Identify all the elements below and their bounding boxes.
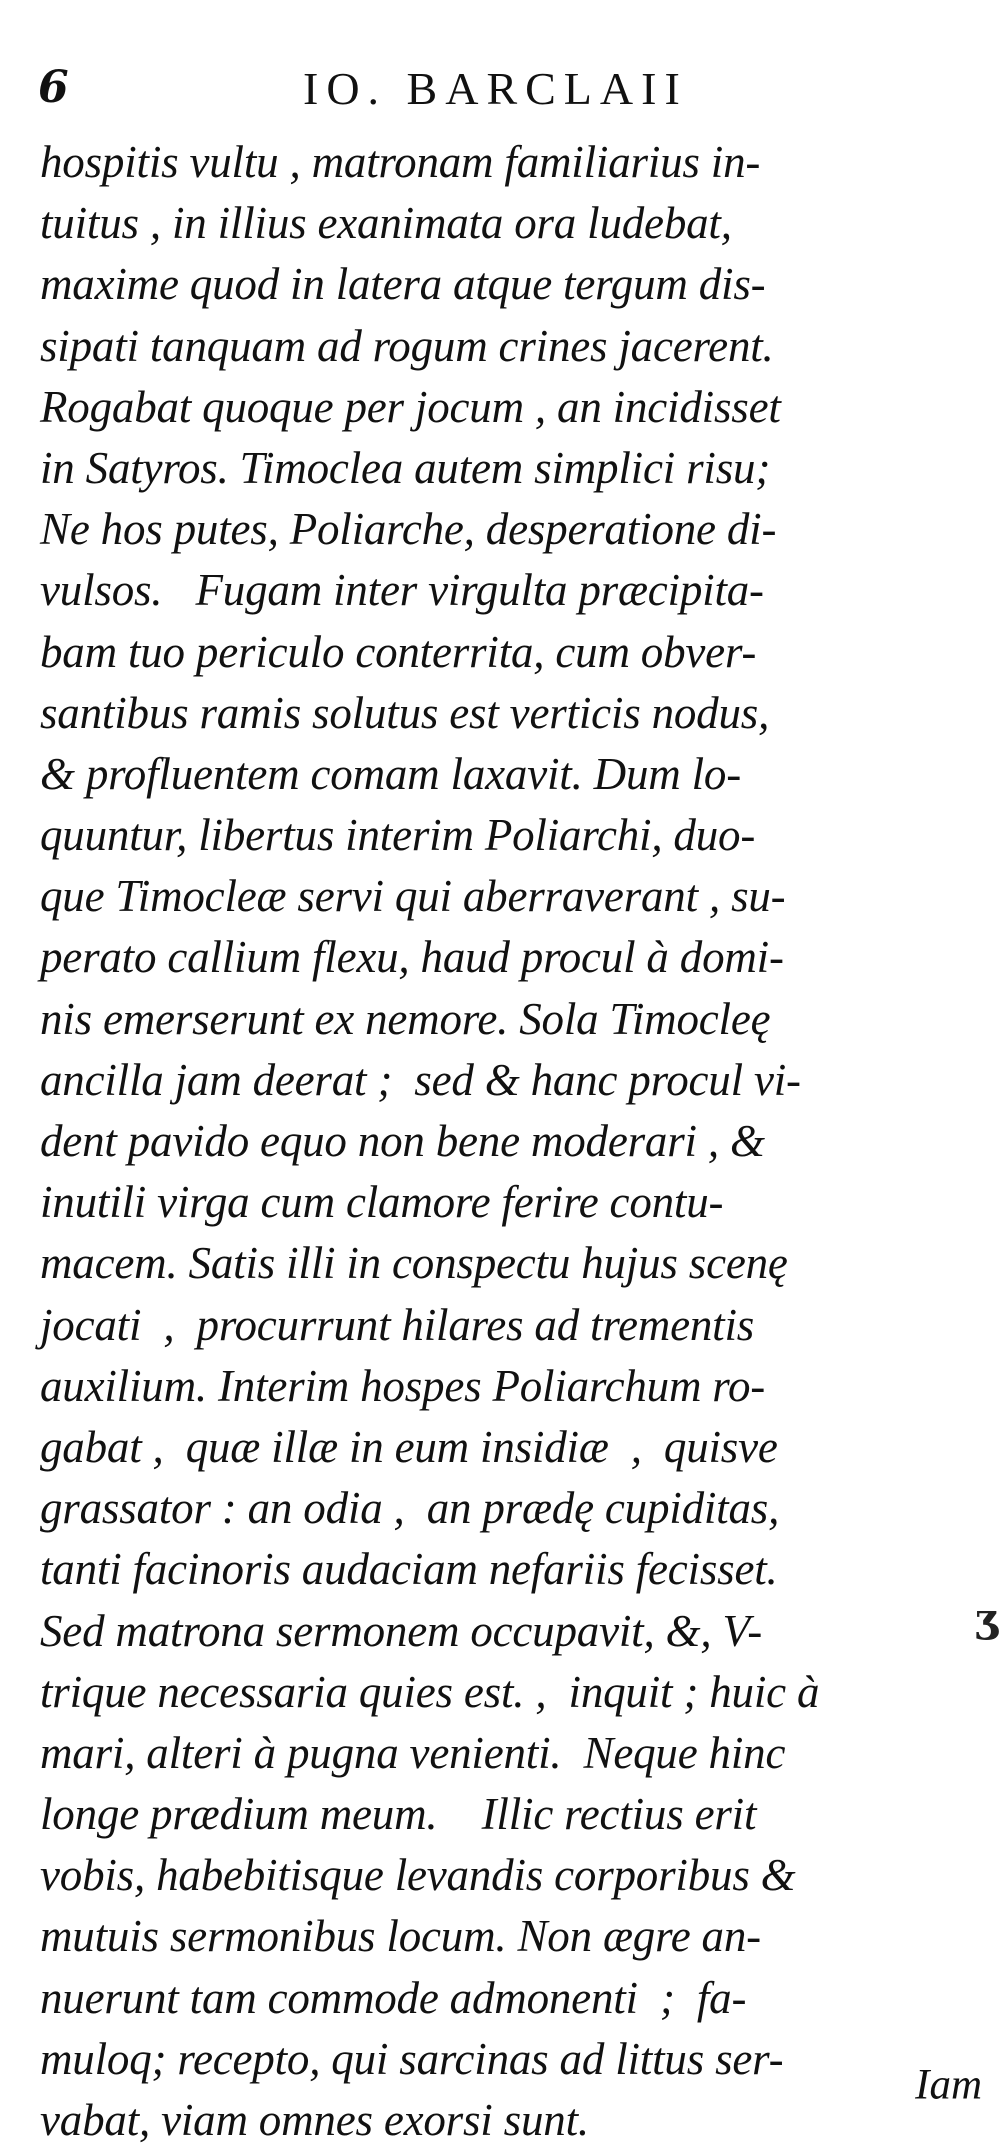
text-line: tuitus , in illius exanimata ora ludebat, bbox=[40, 198, 732, 249]
text-line: macem. Satis illi in conspectu hujus scenę bbox=[40, 1238, 788, 1289]
text-line: vobis, habebitisque levandis corporibus & bbox=[40, 1850, 796, 1901]
text-line: Rogabat quoque per jocum , an incidisset bbox=[40, 381, 781, 432]
text-line: nuerunt tam commode admonenti ; fa- bbox=[40, 1972, 747, 2023]
text-line: mutuis sermonibus locum. Non ægre an- bbox=[40, 1911, 761, 1962]
text-line: maxime quod in latera atque tergum dis- bbox=[40, 259, 766, 310]
text-line: bam tuo periculo conterrita, cum obver- bbox=[40, 626, 757, 677]
text-line: mari, alteri à pugna venienti. Neque hinc bbox=[40, 1727, 786, 1778]
text-line: santibus ramis solutus est verticis nodus, bbox=[40, 687, 770, 738]
page-number: 6 bbox=[38, 62, 70, 113]
text-line: hospitis vultu , matronam familiarius in- bbox=[40, 137, 761, 187]
running-head: IO. BARCLAII bbox=[303, 63, 688, 114]
text-line: grassator : an odia , an prædę cupiditas, bbox=[40, 1483, 780, 1534]
margin-mark-icon: ʒ bbox=[975, 1595, 998, 1642]
text-line: vulsos. Fugam inter virgulta præcipita- bbox=[40, 565, 764, 616]
text-line: tanti facinoris audaciam nefariis fecisset. bbox=[40, 1544, 778, 1595]
catchword: Iam bbox=[915, 2061, 982, 2109]
text-line: vabat, viam omnes exorsi sunt. bbox=[40, 2095, 589, 2145]
text-line: inutili virga cum clamore ferire contu- bbox=[40, 1177, 724, 1228]
text-line: que Timocleæ servi qui aberraverant , su- bbox=[40, 871, 786, 922]
text-line: & profluentem comam laxavit. Dum lo- bbox=[40, 748, 742, 799]
text-line: in Satyros. Timoclea autem simplici risu; bbox=[40, 442, 771, 493]
body-text bbox=[40, 132, 975, 2151]
text-line: sipati tanquam ad rogum crines jacerent. bbox=[40, 320, 774, 371]
text-line: auxilium. Interim hospes Poliarchum ro- bbox=[40, 1360, 766, 1411]
text-line: jocati , procurrunt hilares ad trementis bbox=[40, 1299, 755, 1350]
text-line: ancilla jam deerat ; sed & hanc procul vi- bbox=[40, 1054, 801, 1105]
text-line: muloq; recepto, qui sarcinas ad littus ser- bbox=[40, 2033, 784, 2084]
text-line: longe prædium meum. Illic rectius erit bbox=[40, 1789, 757, 1840]
text-line: perato callium flexu, haud procul à domi- bbox=[40, 932, 784, 983]
text-line: trique necessaria quies est. , inquit ; huic à bbox=[40, 1666, 820, 1717]
text-line: nis emerserunt ex nemore. Sola Timocleę bbox=[40, 993, 771, 1044]
text-line: Ne hos putes, Poliarche, desperatione di- bbox=[40, 504, 777, 555]
text-line: gabat , quæ illæ in eum insidiæ , quisve bbox=[40, 1421, 778, 1472]
page-header bbox=[38, 52, 938, 122]
text-line: Sed matrona sermonem occupavit, &, V- bbox=[40, 1605, 763, 1656]
text-line: dent pavido equo non bene moderari , & bbox=[40, 1116, 765, 1166]
text-line: quuntur, libertus interim Poliarchi, duo- bbox=[40, 810, 756, 861]
